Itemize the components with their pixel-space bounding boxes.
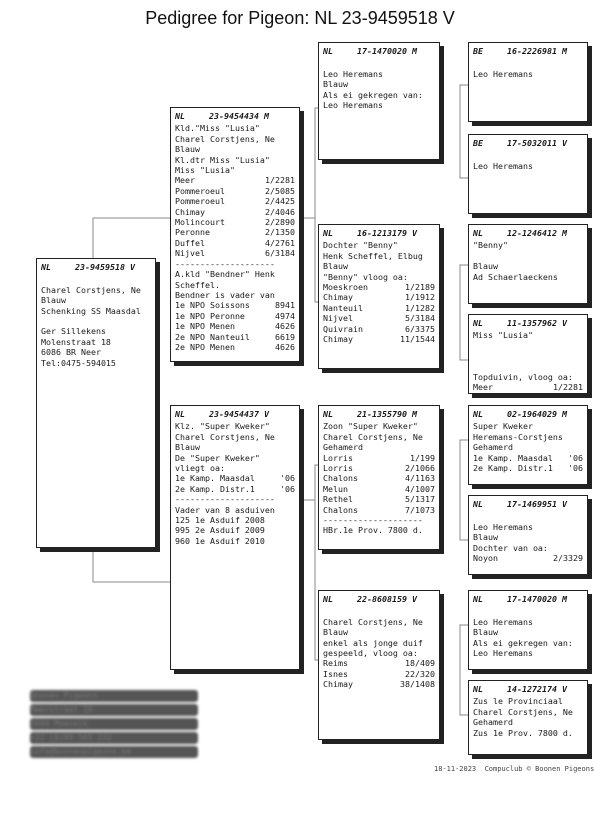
result-race: Nijvel [175,248,205,259]
country-code: NL [175,111,185,121]
result-place: 4626 [275,321,295,332]
country-code: NL [323,46,333,56]
country-code: BE [473,138,483,148]
pigeon-card-sss [468,42,588,122]
result-place: 2/2890 [265,217,295,228]
ring-id: 23-9454437 V [209,409,269,419]
info-line: Heremans-Corstjens [473,431,563,442]
info-line: gespeeld, vloog oa: [323,648,418,659]
pigeon-card-ss [318,42,440,160]
result-race: Molincourt [175,217,225,228]
ring-number [175,409,295,419]
result-race: Nijvel [323,313,353,324]
country-code: NL [41,262,51,272]
info-line: Blauw [473,532,498,543]
result-race: Quivrain [323,323,363,334]
info-line: Charel Corstjens, Ne [473,706,573,717]
info-line: -------------------- [175,494,275,505]
result-race: Chalons [323,473,358,484]
result-race: Peronne [175,227,210,238]
country-code: NL [473,684,483,694]
pigeon-card-dd [318,590,440,740]
result-row [323,453,435,463]
pigeon-card-dss [468,405,588,485]
info-line [41,316,151,326]
info-line: Kld."Miss "Lusia" [175,123,260,134]
country-code: BE [473,46,483,56]
result-race: 2e NPO Menen [175,341,235,352]
ring-id: 11-1357962 V [507,318,567,328]
info-line: Blauw [175,442,200,453]
ring-number [473,409,583,419]
info-line: Leo Heremans [473,616,533,627]
ring-number [323,46,435,56]
ring-id: 16-1213179 V [357,228,417,238]
result-place: 1/199 [410,452,435,463]
pigeon-card-dds [468,590,588,670]
result-place: 4/1007 [405,483,435,494]
result-row [323,463,435,473]
pigeon-card-ddd [468,680,588,755]
ring-number [473,228,583,238]
result-place: '06 [568,463,583,474]
result-race: Isnes [323,668,348,679]
result-race: 1e Kamp. Maasdal [473,452,553,463]
result-race: Meer [473,382,493,393]
info-line [473,606,583,616]
info-line [473,251,583,261]
result-place: 6/3375 [405,323,435,334]
info-line: Tel:0475-594015 [41,357,116,368]
result-place: 1/2281 [553,382,583,393]
result-place: 5/1317 [405,494,435,505]
result-race: Duffel [175,237,205,248]
info-line: Gehamerd [473,717,513,728]
info-line: Dochter "Benny" [323,240,398,251]
result-place: 11/1544 [400,334,435,345]
info-line: 125 1e Asduif 2008 [175,515,265,526]
result-place: 4626 [275,341,295,352]
ring-id: 21-1355790 M [357,409,417,419]
info-line: Leo Heremans [473,68,533,79]
result-place: 1/2189 [405,282,435,293]
result-row [175,196,295,206]
ring-number [323,409,435,419]
info-line: Charel Corstjens, Ne [41,284,141,295]
info-line [41,274,151,284]
result-place: 6619 [275,331,295,342]
result-place: 38/1408 [400,679,435,690]
result-place: 2/1350 [265,227,295,238]
info-line [473,150,583,160]
result-place: 2/3329 [553,553,583,564]
ring-number [323,594,435,604]
result-place: 6/3184 [265,248,295,259]
info-line: Schenking SS Maasdal [41,305,141,316]
ring-id: 02-1964029 M [507,409,567,419]
info-line: Zus le Provinciaal [473,696,563,707]
country-code: NL [323,594,333,604]
pigeon-card-subject [36,258,156,548]
info-line: Bendner is vader van [175,289,275,300]
info-line [473,351,583,361]
ring-number [473,318,583,328]
stamp-line: 3680 Maaseik [30,718,198,730]
info-line: 995 2e Asduif 2009 [175,525,265,536]
result-place: 4974 [275,310,295,321]
npo-row [175,300,295,310]
result-place: 7/1073 [405,504,435,515]
info-line: -------------------- [323,515,423,526]
country-code: NL [473,594,483,604]
info-line: Dochter van oa: [473,542,548,553]
result-row [323,473,435,483]
pigeon-card-sds [468,224,588,304]
info-line: Als ei gekregen van: [323,89,423,100]
result-race: Chimay [323,679,353,690]
result-race: Chalons [323,504,358,515]
ring-id: 12-1246412 M [507,228,567,238]
info-line: Zus 1e Prov. 7800 d. [473,727,573,738]
result-place: 1/1282 [405,302,435,313]
result-race: 1e NPO Peronne [175,310,245,321]
result-row [323,505,435,515]
info-line: vliegt oa: [175,463,225,474]
footer [434,765,594,773]
result-row [323,324,435,334]
result-place: 5/3184 [405,313,435,324]
info-line: Gehamerd [323,442,363,453]
ring-id: 23-9454434 M [209,111,269,121]
ring-id: 17-5032011 V [507,138,567,148]
country-code: NL [473,228,483,238]
info-line: Blauw [323,261,348,272]
country-code: NL [473,409,483,419]
country-code: NL [175,409,185,419]
result-race: Chimay [323,334,353,345]
info-line: Ad Schaerlaeckens [473,271,558,282]
result-race: Pommeroeul [175,196,225,207]
result-row [473,553,583,563]
info-line: Henk Scheffel, Elbug [323,250,423,261]
info-line [473,362,583,372]
info-line: Klz. "Super Kweker" [175,421,270,432]
info-line [473,511,583,521]
info-line: Miss "Lusia" [473,330,533,341]
print-date: 18-11-2023 [434,765,477,773]
ring-number [473,684,583,694]
info-line: -------------------- [175,258,275,269]
result-race: 1e NPO Soissons [175,300,250,311]
result-row [323,494,435,504]
result-row [323,658,435,668]
info-line: Super Kweker [473,421,533,432]
result-row [175,175,295,185]
country-code: NL [473,318,483,328]
result-race: Melun [323,483,348,494]
npo-row [175,332,295,342]
result-row [323,313,435,323]
info-line: De "Super Kweker" [175,452,260,463]
result-row [175,484,295,494]
info-line: Charel Corstjens, Ne [175,431,275,442]
info-line: Ger Sillekens [41,326,106,337]
ring-id: 17-1470020 M [357,46,417,56]
info-line: Charel Corstjens, Ne [323,431,423,442]
result-place: 4/1163 [405,473,435,484]
info-line: Als ei gekregen van: [473,637,573,648]
pigeon-card-dam [170,405,300,670]
result-race: Chimay [323,292,353,303]
info-line: Charel Corstjens, Ne [323,616,423,627]
result-row [175,227,295,237]
result-place: 2/4425 [265,196,295,207]
result-row [323,679,435,689]
result-row [323,292,435,302]
ring-number [323,228,435,238]
stamp-line: info@boonenpigeons.be [30,746,198,758]
npo-row [175,321,295,331]
info-line: Blauw [473,261,498,272]
result-race: Meer [175,175,195,186]
result-place: '06 [568,452,583,463]
info-line: 960 1e Asduif 2010 [175,535,265,546]
blurred-stamp [30,690,198,768]
result-race: Moeskroen [323,282,368,293]
result-place: 18/409 [405,658,435,669]
result-row [175,248,295,258]
info-line: Gehamerd [473,442,513,453]
country-code: NL [473,499,483,509]
result-race: 2e Kamp. Distr.1 [473,463,553,474]
result-row [175,217,295,227]
ring-id: 14-1272174 V [507,684,567,694]
result-place: '06 [280,473,295,484]
info-line: HBr.1e Prov. 7800 d. [323,525,423,536]
result-race: 2e Kamp. Distr.1 [175,483,255,494]
pigeon-card-sd [318,224,440,369]
ring-number [175,111,295,121]
ring-id: 22-8608159 V [357,594,417,604]
info-line: Blauw [175,144,200,155]
result-row [175,238,295,248]
pigeon-card-ssd [468,134,588,214]
result-race: Reims [323,658,348,669]
ring-number [41,262,151,272]
country-code: NL [323,409,333,419]
info-line: "Benny" [473,240,508,251]
result-row [323,484,435,494]
result-race: 1e Kamp. Maasdal [175,473,255,484]
result-row [175,473,295,483]
info-line: 6086 BR Neer [41,347,101,358]
ring-id: 17-1470020 M [507,594,567,604]
result-row [473,453,583,463]
result-place: 1/2281 [265,175,295,186]
info-line: Scheffel. [175,279,220,290]
info-line: Leo Heremans [473,648,533,659]
pigeon-card-dsd [468,495,588,575]
result-place: 4/2761 [265,237,295,248]
result-place: 22/320 [405,668,435,679]
result-row [323,334,435,344]
footer-credit: Compuclub © Boonen Pigeons [484,765,595,773]
result-row [323,282,435,292]
stamp-line: Boonen Pigeons [30,690,198,702]
info-line: A.kld "Bendner" Henk [175,269,275,280]
ring-id: 23-9459518 V [75,262,135,272]
pigeon-card-sire [170,107,300,362]
info-line: Blauw [41,295,66,306]
stamp-line: +32 (0)89 565 232 [30,732,198,744]
ring-number [473,46,583,56]
result-place: 2/1066 [405,463,435,474]
info-line: Blauw [323,79,348,90]
result-race: Nanteuil [323,302,363,313]
result-row [473,463,583,473]
info-line: Kl.dtr Miss "Lusia" [175,154,270,165]
result-row [323,669,435,679]
info-line: "Benny" vloog oa: [323,271,408,282]
npo-row [175,342,295,352]
pigeon-card-ds [318,405,440,550]
result-row [473,382,583,392]
info-line: Leo Heremans [323,100,383,111]
info-line: Topduivin, vloog oa: [473,372,573,383]
result-race: Noyon [473,553,498,564]
result-row [175,186,295,196]
info-line: Charel Corstjens, Ne [175,133,275,144]
info-line: enkel als jonge duif [323,637,423,648]
result-place: '06 [280,483,295,494]
result-race: Lorris [323,463,353,474]
info-line: Leo Heremans [323,68,383,79]
info-line: Blauw [473,627,498,638]
info-line: Zoon "Super Kweker" [323,421,418,432]
ring-number [473,594,583,604]
info-line: Blauw [323,627,348,638]
result-race: Pommeroeul [175,185,225,196]
ring-number [473,138,583,148]
info-line [473,341,583,351]
result-place: 2/5085 [265,185,295,196]
result-race: Chimay [175,206,205,217]
ring-number [473,499,583,509]
pigeon-card-sdd [468,314,588,394]
result-row [323,303,435,313]
page-title: Pedigree for Pigeon: NL 23-9459518 V [145,8,455,28]
country-code: NL [323,228,333,238]
npo-row [175,311,295,321]
result-race: Rethel [323,494,353,505]
info-line: Molenstraat 18 [41,336,111,347]
stamp-line: Meerstraat 18 [30,704,198,716]
result-race: 1e NPO Menen [175,321,235,332]
result-place: 8941 [275,300,295,311]
info-line [323,606,435,616]
result-place: 2/4046 [265,206,295,217]
info-line: Miss "Lusia" [175,165,235,176]
result-row [175,207,295,217]
result-race: 2e NPO Nanteuil [175,331,250,342]
ring-id: 17-1469951 V [507,499,567,509]
info-line: Leo Heremans [473,160,533,171]
result-place: 1/1912 [405,292,435,303]
info-line: Leo Heremans [473,521,533,532]
result-race: Lorris [323,452,353,463]
info-line [323,58,435,68]
info-line [473,58,583,68]
info-line: Vader van 8 asduiven [175,504,275,515]
ring-id: 16-2226981 M [507,46,567,56]
